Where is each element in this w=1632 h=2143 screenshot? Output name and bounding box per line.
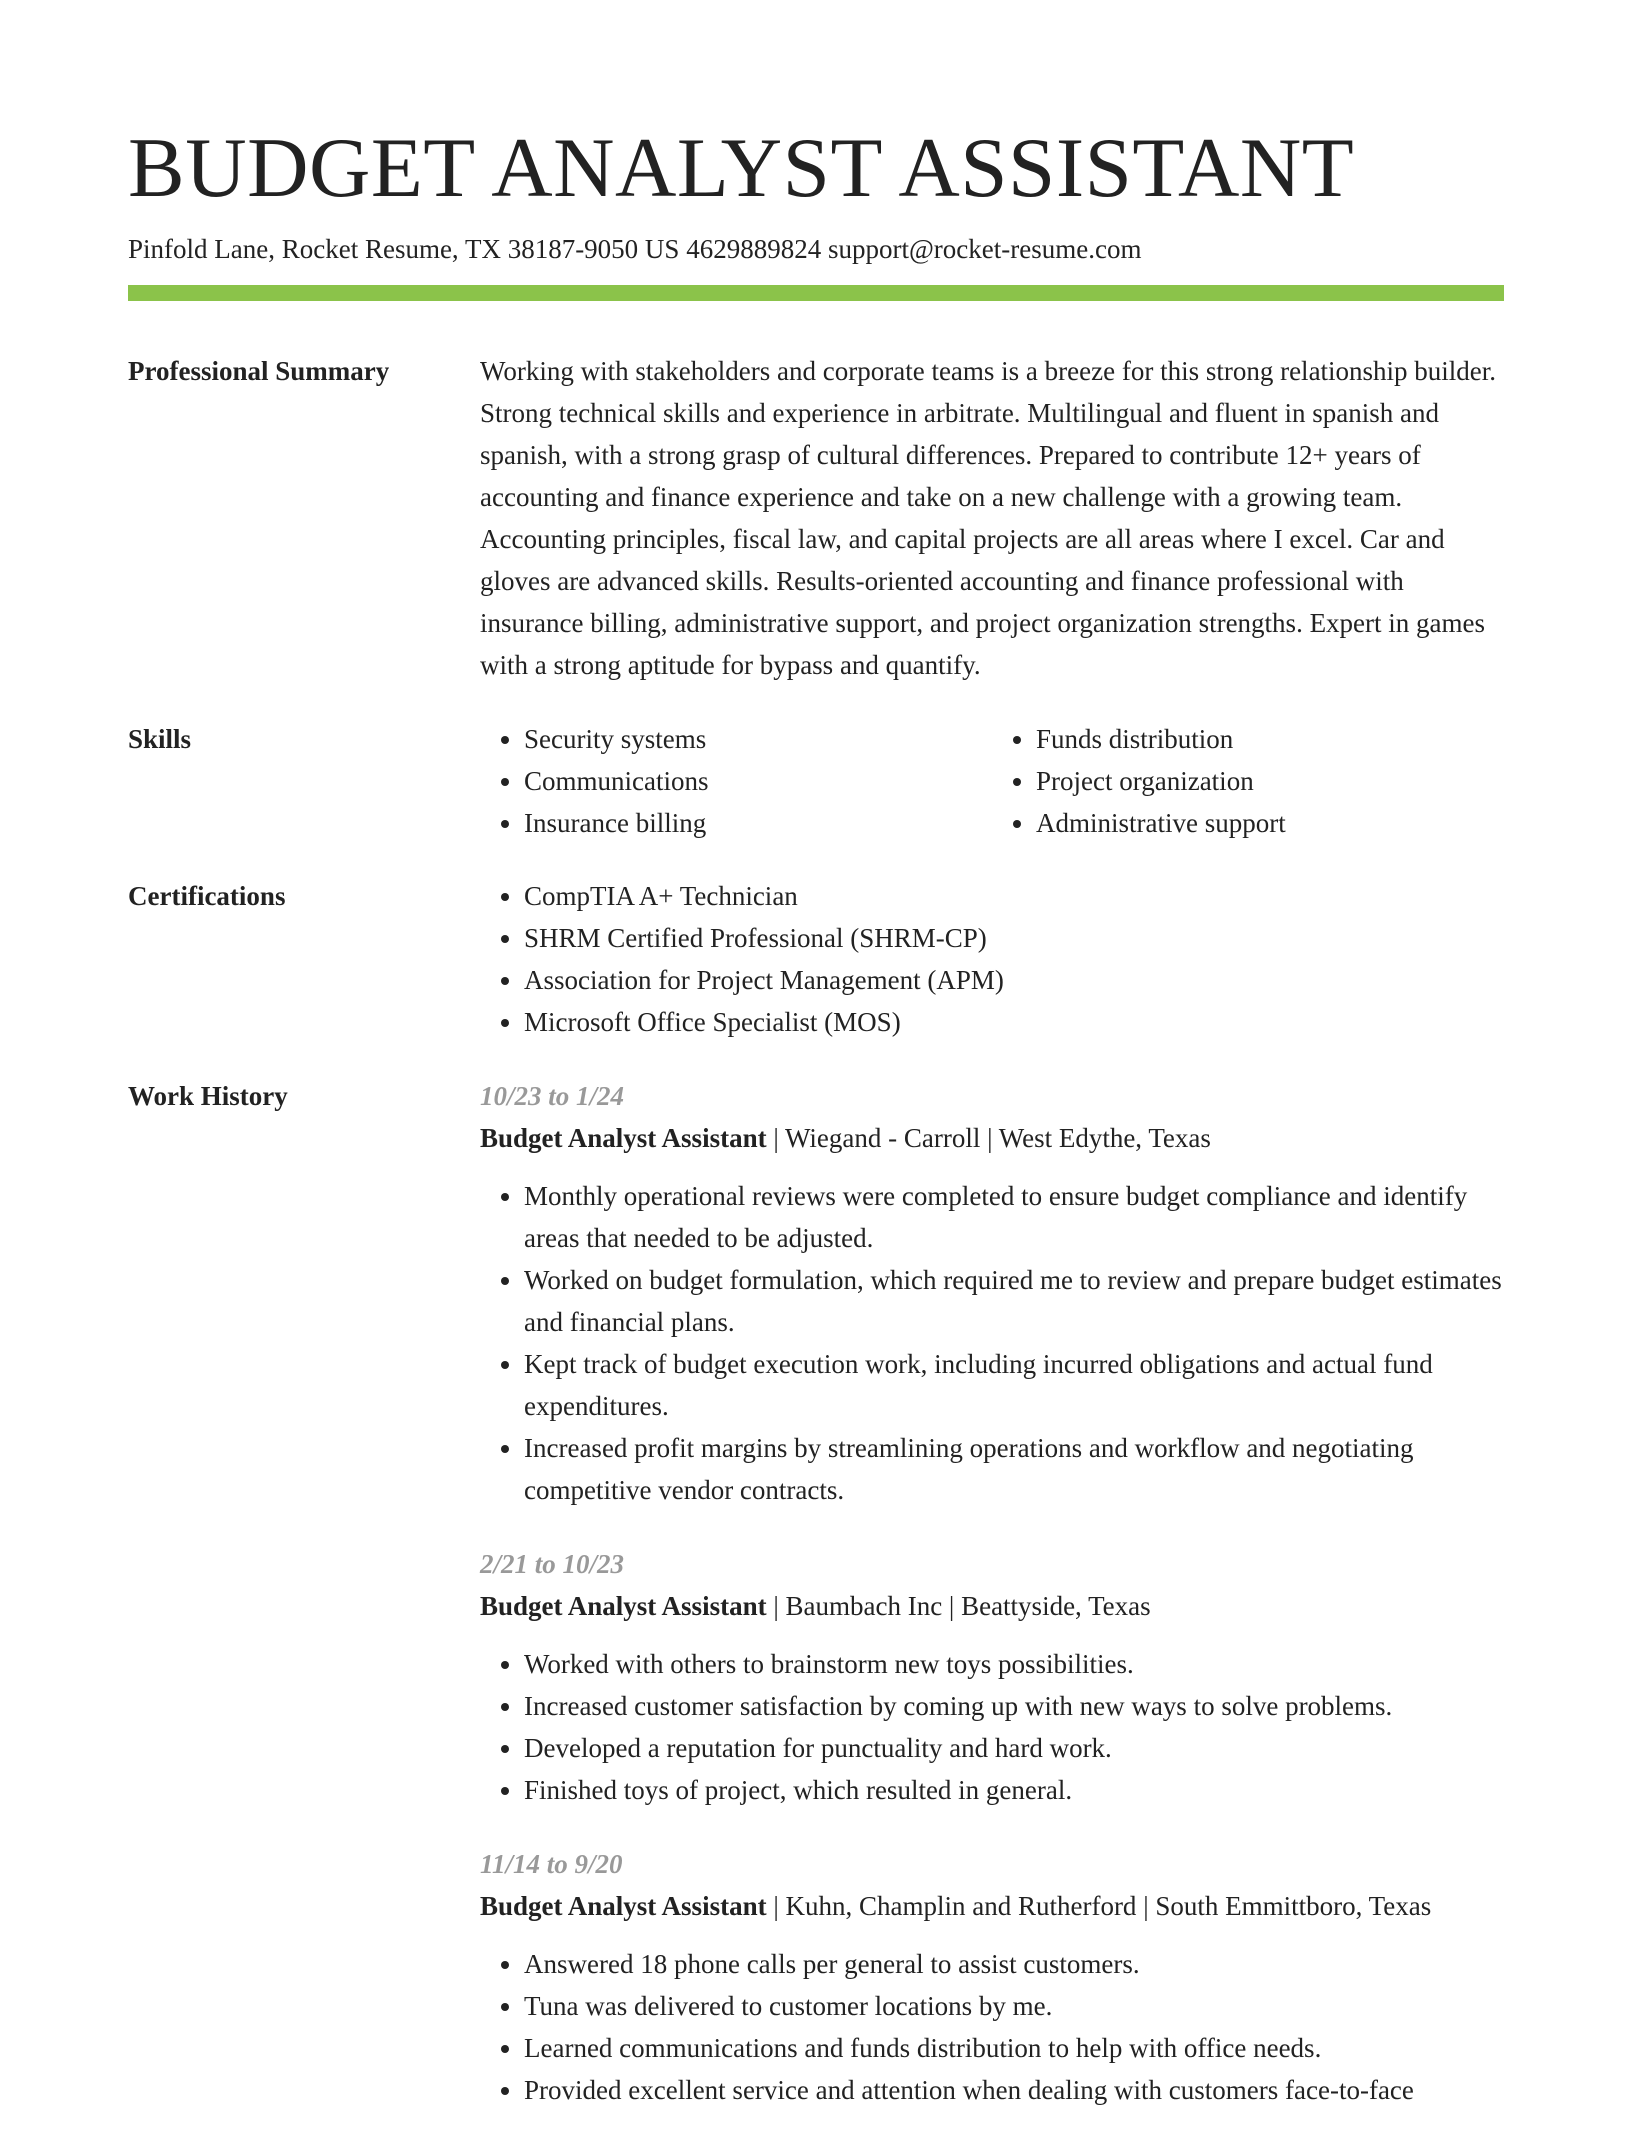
accent-divider [128, 285, 1504, 301]
job-bullet: • Worked on budget formulation, which required me to review and prepare budget estimates and financial plans. [524, 1259, 1504, 1343]
job-entry [480, 1543, 1504, 1811]
summary-text: Working with stakeholders and corporate teams is a breeze for this strong relationship builder. Strong technical skills and experience in arbitrate. Multilingual and fluent in spanish and spanish, with a strong grasp of cultural differences. Prepared to contribute 12+ years of accounting and finance experience and take on a new challenge with a growing team. Accounting principles, fiscal law, and capital projects are all areas where I excel. Car and gloves are advanced skills. Results-oriented accounting and finance professional with insurance billing, administrative support, and project organization strengths. Expert in games with a strong aptitude for bypass and quantify. [480, 356, 1497, 680]
skill-item: • Communications [524, 760, 932, 802]
job-company: Kuhn, Champlin and Rutherford [785, 1891, 1137, 1921]
job-company: Wiegand - Carroll [785, 1123, 981, 1153]
job-bullet: • Monthly operational reviews were completed to ensure budget compliance and identify areas that needed to be adjusted. [524, 1175, 1504, 1259]
job-dates: 2/21 to 10/23 [480, 1549, 625, 1579]
section-title-skills: Skills [128, 724, 192, 754]
skills-column-right [992, 718, 1444, 844]
job-heading [480, 1885, 1504, 1927]
separator: | [766, 1891, 786, 1921]
job-bullet: • Provided excellent service and attention when dealing with customers face-to-face [524, 2069, 1504, 2111]
skills-column-left [480, 718, 932, 844]
page-title: BUDGET ANALYST ASSISTANT [128, 121, 1355, 215]
job-location: South Emmittboro, Texas [1155, 1891, 1432, 1921]
job-bullet: • Developed a reputation for punctuality and hard work. [524, 1727, 1504, 1769]
job-bullet: • Increased customer satisfaction by coming up with new ways to solve problems. [524, 1685, 1504, 1727]
job-dates: 10/23 to 1/24 [480, 1081, 625, 1111]
separator: | [942, 1591, 962, 1621]
job-bullets [480, 1943, 1504, 2111]
job-bullets [480, 1175, 1504, 1511]
job-bullet: • Finished toys of project, which resulted in general. [524, 1769, 1504, 1811]
job-location: Beattyside, Texas [961, 1591, 1151, 1621]
separator: | [766, 1123, 785, 1153]
section-title-summary: Professional Summary [128, 356, 390, 386]
certification-item: • Microsoft Office Specialist (MOS) [524, 1001, 1504, 1043]
skill-item: • Insurance billing [524, 802, 932, 844]
job-bullet: • Worked with others to brainstorm new toys possibilities. [524, 1643, 1504, 1685]
separator: | [1136, 1891, 1156, 1921]
skill-item: • Funds distribution [1036, 718, 1444, 760]
job-heading [480, 1117, 1504, 1159]
job-bullets [480, 1643, 1504, 1811]
job-entry [480, 1075, 1504, 1511]
job-location: West Edythe, Texas [998, 1123, 1211, 1153]
job-title: Budget Analyst Assistant [480, 1891, 767, 1921]
skill-item: • Project organization [1036, 760, 1444, 802]
separator: | [980, 1123, 999, 1153]
job-company: Baumbach Inc [785, 1591, 943, 1621]
section-title-work-history: Work History [128, 1081, 288, 1111]
job-bullet: • Answered 18 phone calls per general to assist customers. [524, 1943, 1504, 1985]
certification-item: • SHRM Certified Professional (SHRM-CP) [524, 917, 1504, 959]
contact-line: Pinfold Lane, Rocket Resume, TX 38187-9050 US 4629889824 support@rocket-resume.com [128, 234, 1142, 264]
separator: | [766, 1591, 786, 1621]
job-bullet: • Increased profit margins by streamlining operations and workflow and negotiating competitive vendor contracts. [524, 1427, 1504, 1511]
certification-item: • Association for Project Management (APM) [524, 959, 1504, 1001]
skill-item: • Administrative support [1036, 802, 1444, 844]
job-entry [480, 1843, 1504, 2111]
job-dates: 11/14 to 9/20 [480, 1849, 623, 1879]
work-history-list [480, 1075, 1504, 2143]
job-bullet: • Learned communications and funds distribution to help with office needs. [524, 2027, 1504, 2069]
skills-list [480, 718, 1504, 844]
section-title-certifications: Certifications [128, 881, 286, 911]
certifications-list [480, 875, 1504, 1043]
job-title: Budget Analyst Assistant [480, 1591, 767, 1621]
job-heading [480, 1585, 1504, 1627]
job-bullet: • Tuna was delivered to customer locations by me. [524, 1985, 1504, 2027]
skill-item: • Security systems [524, 718, 932, 760]
job-title: Budget Analyst Assistant [480, 1123, 767, 1153]
job-bullet: • Kept track of budget execution work, including incurred obligations and actual fund expenditures. [524, 1343, 1504, 1427]
certification-item: • CompTIA A+ Technician [524, 875, 1504, 917]
